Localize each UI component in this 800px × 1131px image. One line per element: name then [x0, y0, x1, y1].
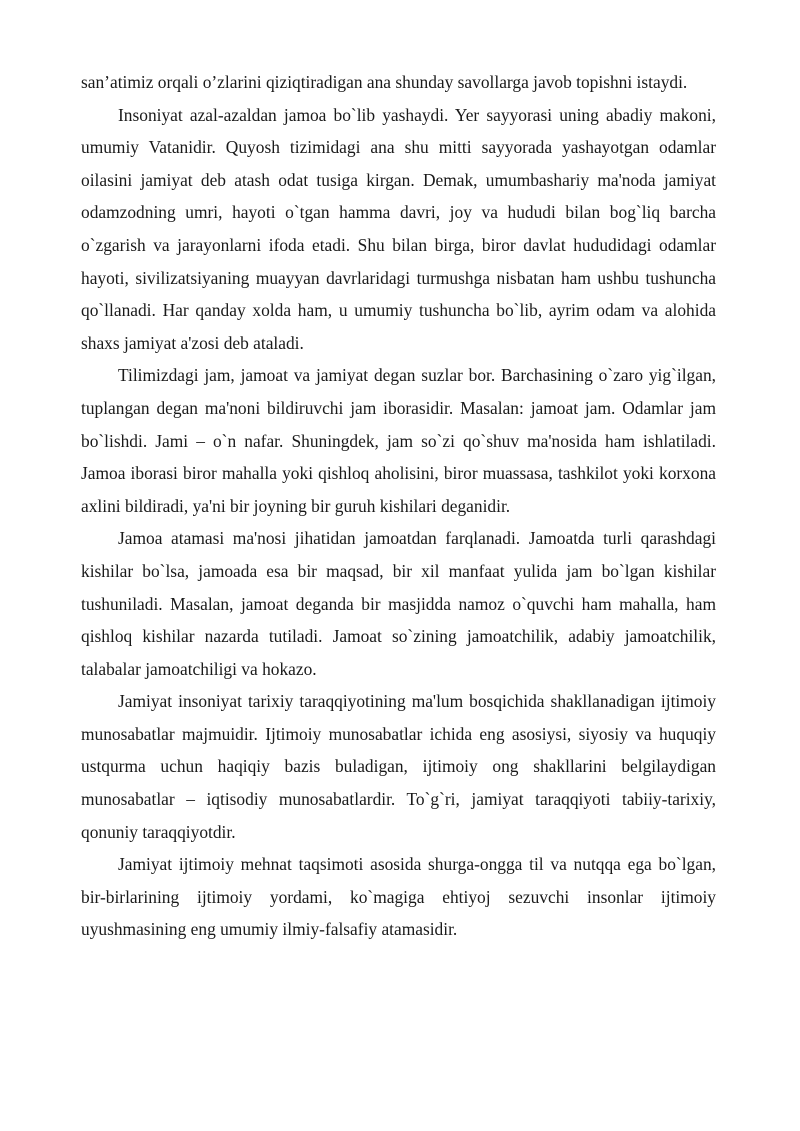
paragraph-society-term: Jamiyat ijtimoiy mehnat taqsimoti asosida shurga-ongga til va nutqqa ega bo`lgan, bir-birlarining ijtimoiy yordami, ko`magiga ehtiyoj sezuvchi insonlar ijtimoiy uyushmasining eng umumiy ilmiy-falsafiy atamasidir.: [81, 854, 716, 940]
paragraph-society-definition: Insoniyat azal-azaldan jamoa bo`lib yashaydi. Yer sayyorasi uning abadiy makoni, umumiy Vatanidir. Quyosh tizimidagi ana shu mitti sayyorada yashayotgan odamlar oilasini jamiyat deb atash odat tusiga kirgan. Demak, umumbashariy ma'noda jamiyat odamzodning umri, hayoti o`tgan hamma davri, joy va hududi bilan bog`liq barcha o`zgarish va jarayonlarni ifoda etadi. Shu bilan birga, biror davlat hududidagi odamlar hayoti, sivilizatsiyaning muayyan davrlaridagi turmushga nisbatan ham ushbu tushuncha qo`llanadi. Har qanday xolda ham, u umumiy tushuncha bo`lib, ayrim odam va alohida shaxs jamiyat a'zosi deb ataladi.: [81, 104, 716, 353]
paragraph-social-relations: Jamiyat insoniyat tarixiy taraqqiyotining ma'lum bosqichida shakllanadigan ijtimoiy munosabatlar majmuidir. Ijtimoiy munosabatlar ichida eng asosiysi, siyosiy va huquqiy ustqurma uchun haqiqiy bazis buladigan, ijtimoiy ong shakllarini belgilaydigan munosabatlar – iqtisodiy munosabatlardir. To`g`ri, jamiyat taraqqiyoti tabiiy-tarixiy, qonuniy taraqqiyotdir.: [81, 691, 716, 842]
paragraph-jamoa-vs-jamoat: Jamoa atamasi ma'nosi jihatidan jamoatdan farqlanadi. Jamoatda turli qarashdagi kishilar bo`lsa, jamoada esa bir maqsad, bir xil manfaat yulida jam bo`lgan kishilar tushuniladi. Masalan, jamoat deganda bir masjidda namoz o`quvchi ham mahalla, ham qishloq kishilar nazarda tutiladi. Jamoat so`zining jamoatchilik, adabiy jamoatchilik, talabalar jamoatchiligi va hokazo.: [81, 528, 716, 679]
paragraph-word-jam: Tilimizdagi jam, jamoat va jamiyat degan suzlar bor. Barchasining o`zaro yig`ilgan, tuplangan degan ma'noni bildiruvchi jam iborasidir. Masalan: jamoat jam. Odamlar jam bo`lishdi. Jami – o`n nafar. Shuningdek, jam so`zi qo`shuv ma'nosida ham ishlatiladi. Jamoa iborasi biror mahalla yoki qishloq aholisini, biror muassasa, tashkilot yoki korxona axlini bildiradi, ya'ni bir joyning bir guruh kishilari deganidir.: [81, 365, 716, 516]
document-page: [81, 66, 716, 946]
paragraph-continuation: san’atimiz orqali o’zlarini qiziqtiradigan ana shunday savollarga javob topishni istaydi.: [81, 72, 688, 92]
